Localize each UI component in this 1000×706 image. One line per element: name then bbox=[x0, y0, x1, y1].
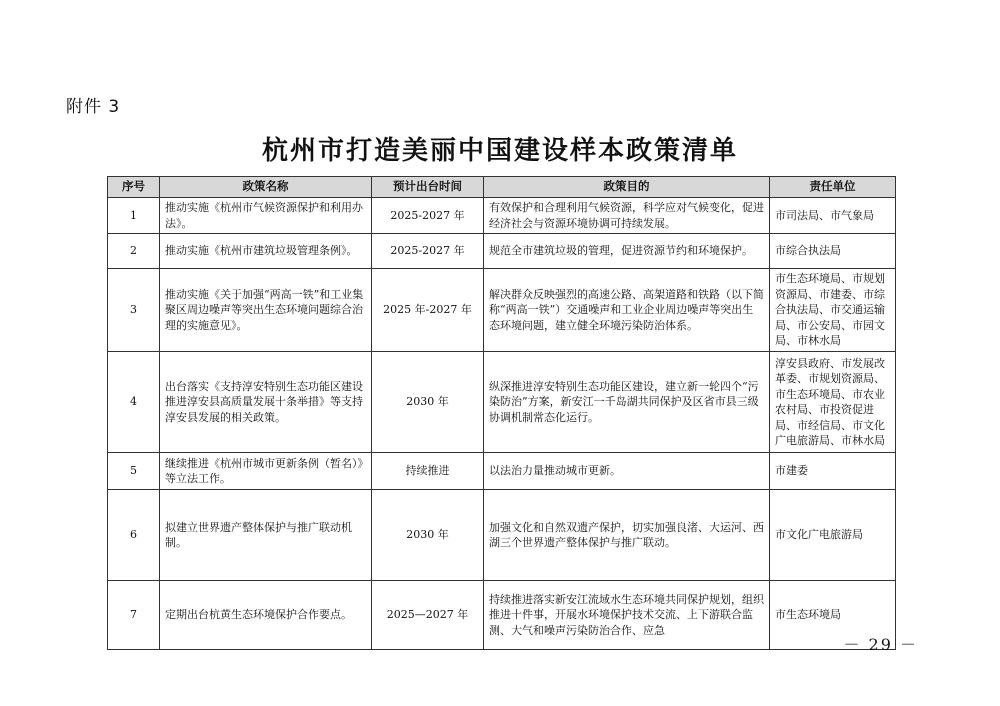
cell-policy-name: 拟建立世界遗产整体保护与推广联动机制。 bbox=[160, 490, 372, 581]
cell-policy-name: 推动实施《关于加强“两高一铁”和工业集聚区周边噪声等突出生态环境问题综合治理的实施意见》。 bbox=[160, 269, 372, 352]
cell-responsible-units: 市文化广电旅游局 bbox=[770, 490, 896, 581]
cell-no: 3 bbox=[108, 269, 160, 352]
cell-no: 6 bbox=[108, 490, 160, 581]
header-policy-name: 政策名称 bbox=[160, 177, 372, 198]
table-header-row bbox=[108, 177, 896, 198]
header-expected-time: 预计出台时间 bbox=[372, 177, 484, 198]
cell-policy-name: 推动实施《杭州市建筑垃圾管理条例》。 bbox=[160, 234, 372, 269]
page-number: － 29 － bbox=[843, 635, 918, 654]
table-row bbox=[108, 490, 896, 581]
cell-expected-time: 2025-2027 年 bbox=[372, 198, 484, 234]
table-row bbox=[108, 198, 896, 234]
cell-no: 2 bbox=[108, 234, 160, 269]
cell-policy-purpose: 纵深推进淳安特别生态功能区建设，建立新一轮四个“污染防治”方案，新安江一千岛湖共同保护及区省市县三级协调机制常态化运行。 bbox=[484, 352, 770, 453]
cell-no: 1 bbox=[108, 198, 160, 234]
cell-responsible-units: 淳安县政府、市发展改革委、市规划资源局、市生态环境局、市农业农村局、市投资促进局、市经信局、市文化广电旅游局、市林水局 bbox=[770, 352, 896, 453]
cell-responsible-units: 市司法局、市气象局 bbox=[770, 198, 896, 234]
cell-policy-purpose: 解决群众反映强烈的高速公路、高架道路和铁路（以下简称“两高一铁”）交通噪声和工业企业周边噪声等突出生态环境问题，建立健全环境污染防治体系。 bbox=[484, 269, 770, 352]
cell-expected-time: 2025-2027 年 bbox=[372, 234, 484, 269]
header-no: 序号 bbox=[108, 177, 160, 198]
header-policy-purpose: 政策目的 bbox=[484, 177, 770, 198]
attachment-label: 附件 3 bbox=[66, 97, 121, 117]
cell-responsible-units: 市生态环境局 bbox=[770, 581, 896, 650]
policy-table bbox=[107, 176, 896, 650]
cell-policy-name: 推动实施《杭州市气候资源保护和利用办法》。 bbox=[160, 198, 372, 234]
cell-policy-purpose: 规范全市建筑垃圾的管理，促进资源节约和环境保护。 bbox=[484, 234, 770, 269]
cell-policy-name: 继续推进《杭州市城市更新条例（暂名）》等立法工作。 bbox=[160, 453, 372, 490]
cell-expected-time: 2025 年-2027 年 bbox=[372, 269, 484, 352]
cell-no: 7 bbox=[108, 581, 160, 650]
cell-expected-time: 持续推进 bbox=[372, 453, 484, 490]
cell-policy-purpose: 有效保护和合理利用气候资源，科学应对气候变化，促进经济社会与资源环境协调可持续发展。 bbox=[484, 198, 770, 234]
cell-no: 4 bbox=[108, 352, 160, 453]
cell-no: 5 bbox=[108, 453, 160, 490]
cell-policy-name: 定期出台杭黄生态环境保护合作要点。 bbox=[160, 581, 372, 650]
cell-policy-purpose: 持续推进落实新安江流域水生态环境共同保护规划，组织推进十件事，开展水环境保护技术交流、上下游联合监测、大气和噪声污染防治合作、应急 bbox=[484, 581, 770, 650]
cell-policy-name: 出台落实《支持淳安特别生态功能区建设推进淳安县高质量发展十条举措》等支持淳安县发展的相关政策。 bbox=[160, 352, 372, 453]
cell-policy-purpose: 加强文化和自然双遗产保护，切实加强良渚、大运河、西湖三个世界遗产整体保护与推广联动。 bbox=[484, 490, 770, 581]
table-row bbox=[108, 352, 896, 453]
table-row bbox=[108, 581, 896, 650]
policy-table-container bbox=[107, 176, 895, 637]
cell-expected-time: 2025—2027 年 bbox=[372, 581, 484, 650]
table-row bbox=[108, 269, 896, 352]
cell-expected-time: 2030 年 bbox=[372, 352, 484, 453]
table-row bbox=[108, 453, 896, 490]
document-title: 杭州市打造美丽中国建设样本政策清单 bbox=[261, 136, 738, 166]
cell-responsible-units: 市生态环境局、市规划资源局、市建委、市综合执法局、市交通运输局、市公安局、市园文局、市林水局 bbox=[770, 269, 896, 352]
header-responsible-units: 责任单位 bbox=[770, 177, 896, 198]
cell-expected-time: 2030 年 bbox=[372, 490, 484, 581]
cell-policy-purpose: 以法治力量推动城市更新。 bbox=[484, 453, 770, 490]
cell-responsible-units: 市综合执法局 bbox=[770, 234, 896, 269]
cell-responsible-units: 市建委 bbox=[770, 453, 896, 490]
table-row bbox=[108, 234, 896, 269]
